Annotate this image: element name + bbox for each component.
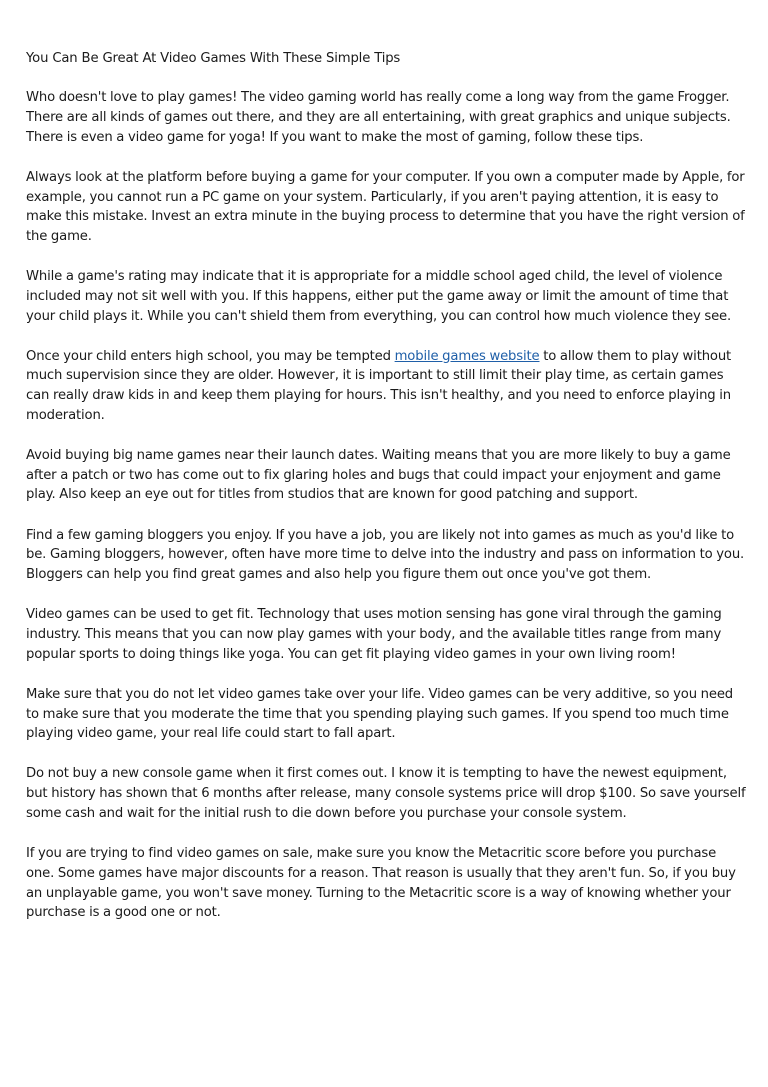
paragraph: Make sure that you do not let video games take over your life. Video games can be very additive, so you need to make sure that you moderate the time that you spending playing such games. If you spend too much time playing video game, your real life could start to fall apart. [26,686,734,742]
document-title: You Can Be Great At Video Games With These Simple Tips [26,51,401,66]
paragraph: Who doesn't love to play games! The video gaming world has really come a long way from the game Frogger. There are all kinds of games out there, and they are all entertaining, with great graphics and unique subjects. There is even a video game for yoga! If you want to make the most of gaming, follow these tips. [26,90,731,145]
paragraph-text-before-link: Once your child enters high school, you may be tempted [26,348,395,364]
paragraph: Find a few gaming bloggers you enjoy. If you have a job, you are likely not into games as much as you'd like to be. Gaming bloggers, however, often have more time to delve into the industry and pass on information to you. Bloggers can help you find great games and also help you figure them out once you've got them. [26,527,745,583]
paragraph: Avoid buying big name games near their launch dates. Waiting means that you are more likely to buy a game after a patch or two has come out to fix glaring holes and bugs that could impact your enjoyment and game play. Also keep an eye out for titles from studios that are known for good patching and support. [26,448,731,503]
paragraph: Do not buy a new console game when it first comes out. I know it is tempting to have the newest equipment, but history has shown that 6 months after release, many console systems price will drop $100. So save yourself some cash and wait for the initial rush to die down before you purchase your console system. [26,766,746,821]
paragraph: Always look at the platform before buying a game for your computer. If you own a computer made by Apple, for example, you cannot run a PC game on your system. Particularly, if you aren't paying attention, it is easy to make this mistake. Invest an extra minute in the buying process to determine that you have the right version of the game. [26,169,745,244]
document-page [26,49,746,943]
paragraph-text-after-link: to allow them to play without much supervision since they are older. However, it is important to still limit their play time, as certain games can really draw kids in and keep them playing for hours. This isn't healthy, and you need to enforce playing in moderation. [26,348,732,423]
paragraph: Video games can be used to get fit. Technology that uses motion sensing has gone viral through the gaming industry. This means that you can now play games with your body, and the available titles range from many popular sports to doing things like yoga. You can get fit playing video games in your own living room! [26,607,722,662]
paragraph-with-link [26,347,746,426]
mobile-games-website-link[interactable]: mobile games website [394,348,540,364]
paragraph: If you are trying to find video games on sale, make sure you know the Metacritic score before you purchase one. Some games have major discounts for a reason. That reason is usually that they aren't fun. So, if you buy an unplayable game, you won't save money. Turning to the Metacritic score is a way of knowing whether your purchase is a good one or not. [26,846,736,921]
paragraph: While a game's rating may indicate that it is appropriate for a middle school aged child, the level of violence included may not sit well with you. If this happens, either put the game away or limit the amount of time that your child plays it. While you can't shield them from everything, you can control how much violence they see. [26,269,732,324]
